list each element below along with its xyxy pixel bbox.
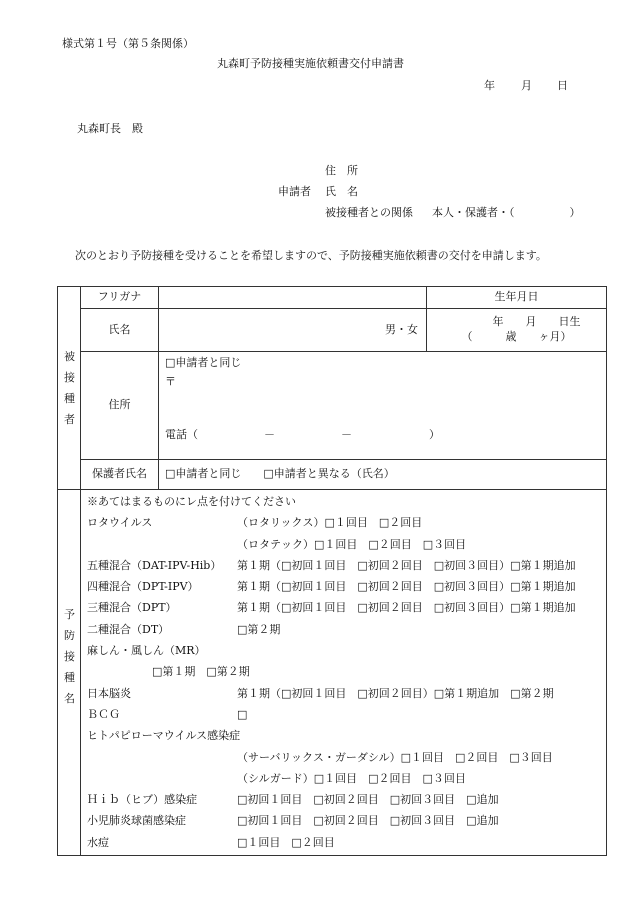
vaccine-row[interactable]: [87, 768, 606, 789]
vaccine-options: □１回目 □２回目: [237, 835, 335, 849]
relation-label: 被接種者との関係: [325, 206, 413, 219]
dob-line: 年 月 日生: [492, 315, 581, 329]
vaccine-name: 二種混合（DT）: [87, 622, 170, 636]
guardian-options[interactable]: □申請者と同じ □申請者と異なる（氏名）: [159, 460, 607, 490]
vaccine-row[interactable]: [87, 810, 606, 831]
same-as-applicant-checkbox[interactable]: □申請者と同じ: [165, 356, 242, 369]
vaccine-options: （ロタリックス）□１回目 □２回目: [237, 516, 423, 530]
vaccine-row[interactable]: [87, 683, 606, 704]
vaccine-options: （ロタテック）□１回目 □２回目 □３回目: [237, 537, 467, 551]
vaccine-name: 水痘: [87, 835, 109, 849]
date-day-label: 日: [557, 79, 568, 92]
vaccine-row[interactable]: [87, 576, 606, 597]
vaccine-name: 五種混合（DAT-IPV-Hib）: [87, 558, 222, 572]
vaccine-row[interactable]: [87, 619, 606, 640]
vaccine-options: （サーバリックス・ガーダシル）□１回目 □２回目 □３回目: [237, 750, 553, 764]
vaccine-options: □: [237, 707, 248, 721]
vaccine-row[interactable]: [87, 789, 606, 810]
vaccine-name: ロタウイルス: [87, 516, 153, 530]
form-number: 様式第１号（第５条関係）: [62, 37, 194, 50]
applicant-name-label: 氏 名: [325, 185, 358, 198]
vaccine-name: ヒトパピローマウイルス感染症: [87, 729, 241, 743]
applicant-address-label: 住 所: [325, 164, 358, 177]
patient-section-label: 被 接 種 者: [58, 287, 81, 490]
sex-options[interactable]: 男・女: [385, 322, 418, 336]
document-title: 丸森町予防接種実施依頼書交付申請書: [217, 57, 404, 70]
age-line: （ 歳 ヶ月）: [461, 330, 572, 343]
vaccine-row[interactable]: [87, 704, 606, 725]
vaccine-name: 四種混合（DPT-IPV）: [87, 580, 199, 594]
vaccine-row[interactable]: [87, 597, 606, 618]
vaccine-options: □第１期 □第２期: [152, 665, 250, 679]
name-label: 氏名: [81, 309, 159, 352]
vaccination-section-label: 予 防 接 種 名: [58, 490, 81, 856]
addressee: 丸森町長 殿: [77, 122, 143, 135]
vaccine-options: 第１期（□初回１回目 □初回２回目）□第１期追加 □第２期: [237, 686, 554, 700]
postal-mark: 〒: [165, 374, 176, 388]
furigana-field[interactable]: [159, 287, 427, 309]
furigana-label: フリガナ: [81, 287, 159, 309]
vaccine-row[interactable]: [87, 640, 606, 661]
name-field[interactable]: [159, 309, 427, 352]
vaccine-row[interactable]: [87, 512, 606, 533]
vaccine-row[interactable]: [87, 747, 606, 768]
vaccine-name: 三種混合（DPT）: [87, 601, 177, 615]
address-field[interactable]: [159, 352, 607, 460]
vaccine-row[interactable]: [87, 555, 606, 576]
guardian-label: 保護者氏名: [81, 460, 159, 490]
vaccination-note: ※あてはまるものにレ点を付けてください: [87, 495, 296, 508]
vaccine-name: 小児肺炎球菌感染症: [87, 814, 186, 828]
vaccine-options: （シルガード）□１回目 □２回目 □３回目: [237, 771, 466, 785]
intro-text: 次のとおり予防接種を受けることを希望しますので、予防接種実施依頼書の交付を申請します。: [75, 249, 547, 262]
vaccine-options: □第２期: [237, 622, 281, 636]
vaccine-row[interactable]: [87, 534, 606, 555]
vaccine-options: 第１期（□初回１回目 □初回２回目 □初回３回目）□第１期追加: [237, 580, 576, 594]
dob-header: 生年月日: [427, 287, 607, 309]
date-month-label: 月: [521, 79, 532, 92]
phone-field[interactable]: 電話（ － － ）: [165, 427, 440, 441]
vaccine-row[interactable]: [87, 661, 606, 682]
vaccine-row[interactable]: [87, 725, 606, 746]
vaccine-name: 麻しん・風しん（MR）: [87, 644, 206, 658]
vaccination-list: [81, 490, 607, 856]
vaccine-name: ＢＣＧ: [87, 707, 120, 721]
address-label: 住所: [81, 352, 159, 460]
vaccine-row[interactable]: [87, 832, 606, 853]
relation-options[interactable]: 本人・保護者・（ ）: [432, 206, 581, 219]
vaccine-options: □初回１回目 □初回２回目 □初回３回目 □追加: [237, 814, 499, 828]
date-year-label: 年: [484, 79, 495, 92]
vaccine-name: Ｈｉｂ（ヒブ）感染症: [87, 793, 198, 807]
applicant-label: 申請者: [278, 185, 311, 198]
vaccine-name: 日本脳炎: [87, 686, 131, 700]
vaccine-options: 第１期（□初回１回目 □初回２回目 □初回３回目）□第１期追加: [237, 601, 576, 615]
application-table: [57, 286, 607, 856]
dob-field[interactable]: [427, 309, 607, 352]
vaccine-options: □初回１回目 □初回２回目 □初回３回目 □追加: [237, 793, 499, 807]
vaccine-options: 第１期（□初回１回目 □初回２回目 □初回３回目）□第１期追加: [237, 558, 576, 572]
